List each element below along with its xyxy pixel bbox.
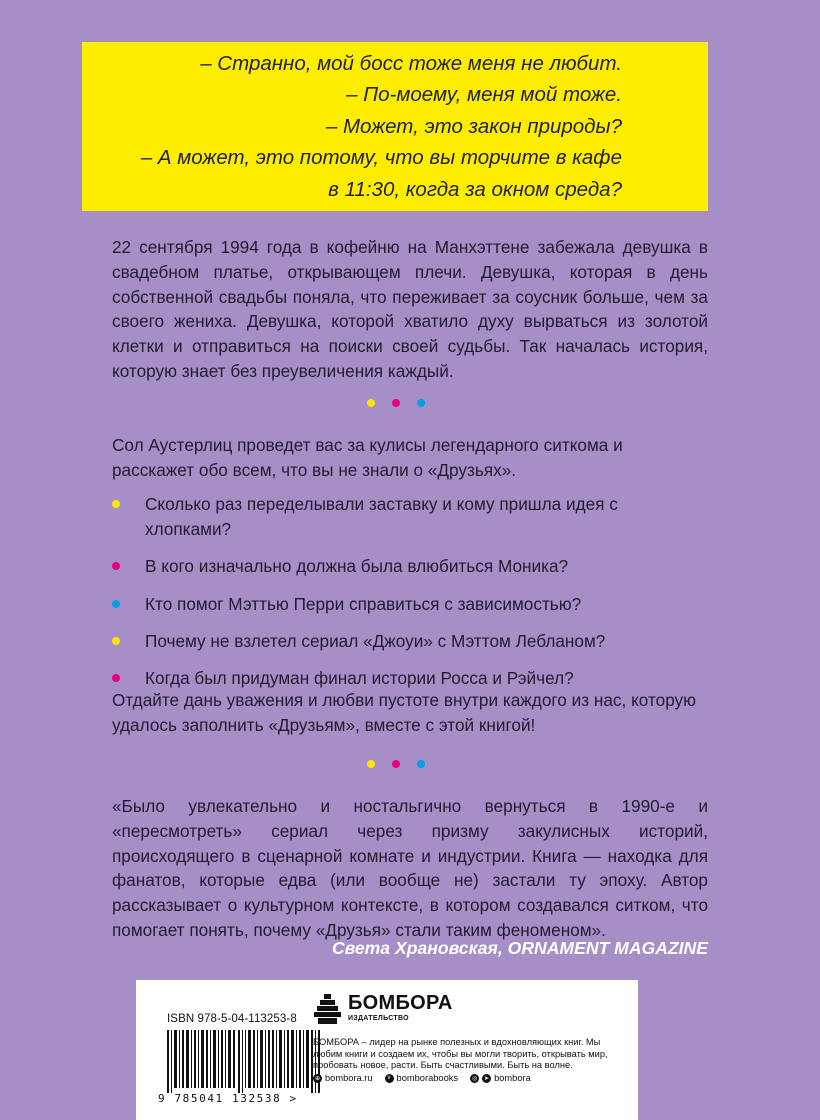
cyan-dot-icon bbox=[417, 399, 425, 407]
vk-icon: v bbox=[385, 1074, 394, 1083]
question-text: Сколько раз переделывали заставку и кому пришла идея с хлопками? bbox=[145, 494, 618, 539]
question-text: Почему не взлетел сериал «Джоуи» с Мэттом Лебланом? bbox=[145, 630, 606, 651]
yellow-dot-icon bbox=[367, 399, 375, 407]
question-list bbox=[112, 492, 708, 704]
quote-line: – А может, это потому, что вы торчите в кафе bbox=[140, 146, 622, 170]
yellow-dot-icon bbox=[367, 760, 375, 768]
cyan-dot-icon bbox=[417, 760, 425, 768]
list-item bbox=[112, 492, 708, 542]
question-text: Когда был придуман финал истории Росса и Рэйчел? bbox=[145, 668, 574, 689]
publisher-name: БОМБОРА bbox=[348, 992, 453, 1014]
telegram-icon: ➤ bbox=[484, 1075, 490, 1082]
review-author: Света Храновская, ORNAMENT MAGAZINE bbox=[331, 938, 708, 958]
social-link-web[interactable] bbox=[313, 1073, 373, 1083]
social-links bbox=[313, 1073, 531, 1083]
publisher-description: БОМБОРА – лидер на рынке полезных и вдохновляющих книг. Мы любим книги и создаем их, чтобы вы могли творить, открывать мир, пробовать новое, расти. Быть счастливыми. Быть на волне. bbox=[313, 1037, 608, 1071]
magenta-dot-icon bbox=[392, 399, 400, 407]
instagram-icon: ◎ bbox=[471, 1075, 478, 1082]
quote-box bbox=[82, 42, 708, 211]
isbn-label: ISBN 978-5-04-113253-8 bbox=[167, 1013, 297, 1025]
barcode-digits: 9 785041 132538 > bbox=[158, 1092, 298, 1105]
magenta-dot-icon bbox=[392, 760, 400, 768]
social-label: bombora bbox=[494, 1073, 531, 1083]
bullet-dot-icon bbox=[112, 562, 120, 570]
social-label: bombora.ru bbox=[325, 1073, 373, 1083]
publisher-subtitle: ИЗДАТЕЛЬСТВО bbox=[348, 1015, 409, 1022]
web-icon: ⊕ bbox=[314, 1075, 321, 1082]
list-item bbox=[112, 629, 708, 654]
bombora-logo-icon bbox=[314, 994, 341, 1024]
question-text: Кто помог Мэттью Перри справиться с зависимостью? bbox=[145, 593, 582, 614]
list-item bbox=[112, 592, 708, 617]
separator-dots bbox=[367, 399, 425, 407]
bullet-dot-icon bbox=[112, 674, 120, 682]
separator-dots bbox=[367, 760, 425, 768]
social-label: bomborabooks bbox=[396, 1073, 459, 1083]
bullet-dot-icon bbox=[112, 637, 120, 645]
intro-paragraph: 22 сентября 1994 года в кофейню на Манхэттене забежала девушка в свадебном платье, открывающем плечи. Девушка, которая в день собственной свадьбы поняла, что переживает за соусник больше, чем за своего жениха. Девушка, которой хватило духу вырваться из золотой клетки и отправиться на поиски своей судьбы. Так началась история, которую знает без преувеличения каждый. bbox=[112, 237, 708, 381]
quote-line: в 11:30, когда за окном среда? bbox=[328, 177, 622, 201]
quote-line: – Странно, мой босс тоже меня не любит. bbox=[200, 51, 622, 75]
question-text: В кого изначально должна была влюбиться Моника? bbox=[145, 556, 569, 577]
quote-line: – Может, это закон природы? bbox=[325, 114, 622, 138]
review-text: «Было увлекательно и ностальгично вернуться в 1990-е и «пересмотреть» сериал через призму закулисных историй, происходящего в сценарной комнате и индустрии. Книга — находка для фанатов, которые едва (или вообще не) застали ту эпоху. Автор рассказывает о культурном контексте, в котором создавался ситком, что помогает понять, почему «Друзья» стали таким феноменом». bbox=[112, 796, 708, 940]
list-item bbox=[112, 554, 708, 579]
bullet-dot-icon bbox=[112, 500, 120, 508]
lead-paragraph: Сол Аустерлиц проведет вас за кулисы легендарного ситкома и расскажет обо всем, что вы не знали о «Друзьях». bbox=[112, 435, 623, 480]
bullet-dot-icon bbox=[112, 600, 120, 608]
quote-line: – По-моему, меня мой тоже. bbox=[346, 83, 622, 107]
social-link-vk[interactable] bbox=[385, 1073, 459, 1083]
barcode-panel bbox=[136, 980, 638, 1120]
barcode-icon bbox=[167, 1030, 321, 1093]
closing-paragraph: Отдайте дань уважения и любви пустоте внутри каждого из нас, которую удалось заполнить «Друзьям», вместе с этой книгой! bbox=[112, 690, 697, 735]
social-link-instagram-telegram[interactable] bbox=[470, 1073, 531, 1083]
